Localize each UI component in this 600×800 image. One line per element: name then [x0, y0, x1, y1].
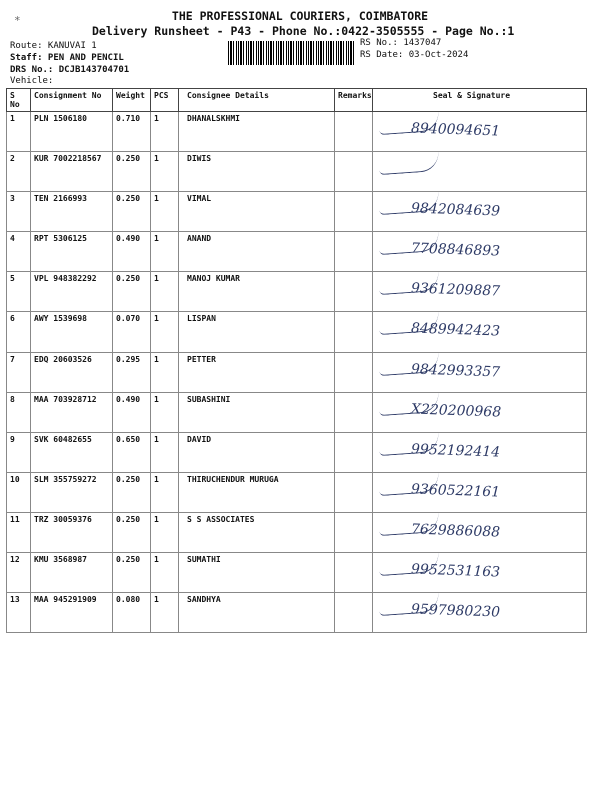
weight-cell: 0.490	[113, 392, 151, 432]
weight-cell: 0.250	[113, 192, 151, 232]
vehicle-label: Vehicle:	[10, 76, 54, 86]
consignee-cell: VIMAL	[179, 192, 335, 232]
consignee-cell: MANOJ KUMAR	[179, 272, 335, 312]
handwritten-phone-number: X220200968	[410, 401, 502, 421]
handwritten-phone-number: 9952531163	[410, 561, 501, 581]
weight-cell: 0.250	[113, 472, 151, 512]
handwritten-signature	[378, 152, 439, 175]
pieces-cell: 1	[151, 192, 179, 232]
serial-number-cell: 13	[7, 593, 31, 633]
table-header-row	[7, 89, 587, 112]
weight-cell: 0.490	[113, 232, 151, 272]
consignee-cell: DHANALSKHMI	[179, 112, 335, 152]
pieces-cell: 1	[151, 272, 179, 312]
consignment-number-cell: TRZ 30059376	[31, 512, 113, 552]
table-row	[7, 232, 587, 272]
rs-number: RS No.: 1437047	[360, 38, 442, 48]
sheet-title: Delivery Runsheet - P43 - Phone No.:0422-3505555 - Page No.:1	[92, 24, 515, 38]
remarks-cell	[335, 112, 373, 152]
weight-cell: 0.250	[113, 272, 151, 312]
signature-cell	[373, 152, 587, 192]
weight-cell: 0.250	[113, 152, 151, 192]
remarks-cell	[335, 472, 373, 512]
remarks-cell	[335, 392, 373, 432]
pieces-cell: 1	[151, 112, 179, 152]
consignee-cell: DIWIS	[179, 152, 335, 192]
handwritten-phone-number: 9360522161	[410, 481, 501, 501]
handwritten-phone-number: 9597980230	[410, 601, 501, 621]
serial-number-cell: 5	[7, 272, 31, 312]
serial-number-cell: 3	[7, 192, 31, 232]
consignee-cell: THIRUCHENDUR MURUGA	[179, 472, 335, 512]
remarks-cell	[335, 593, 373, 633]
pieces-cell: 1	[151, 352, 179, 392]
route-label: Route: KANUVAI 1	[10, 41, 97, 51]
consignee-cell: SANDHYA	[179, 593, 335, 633]
handwritten-phone-number: 9842993357	[410, 361, 501, 381]
remarks-cell	[335, 512, 373, 552]
table-row	[7, 432, 587, 472]
signature-cell	[373, 472, 587, 512]
column-header: Weight	[113, 89, 151, 112]
pieces-cell: 1	[151, 312, 179, 352]
drs-number: DRS No.: DCJB143704701	[10, 65, 130, 75]
serial-number-cell: 4	[7, 232, 31, 272]
table-row	[7, 472, 587, 512]
table-row	[7, 272, 587, 312]
table-row	[7, 553, 587, 593]
remarks-cell	[335, 352, 373, 392]
pieces-cell: 1	[151, 392, 179, 432]
consignee-cell: S S ASSOCIATES	[179, 512, 335, 552]
signature-cell	[373, 352, 587, 392]
column-header: S No	[7, 89, 31, 112]
weight-cell: 0.250	[113, 553, 151, 593]
pieces-cell: 1	[151, 593, 179, 633]
weight-cell: 0.710	[113, 112, 151, 152]
barcode	[228, 41, 354, 65]
table-row	[7, 593, 587, 633]
handwritten-phone-number: 9361209887	[410, 280, 501, 300]
consignment-number-cell: PLN 1506180	[31, 112, 113, 152]
serial-number-cell: 1	[7, 112, 31, 152]
signature-cell	[373, 392, 587, 432]
signature-cell	[373, 553, 587, 593]
remarks-cell	[335, 312, 373, 352]
remarks-cell	[335, 432, 373, 472]
runsheet-table	[6, 88, 587, 633]
handwritten-phone-number: 8940094651	[410, 120, 501, 140]
column-header: Seal & Signature	[373, 89, 587, 112]
signature-cell	[373, 192, 587, 232]
pieces-cell: 1	[151, 512, 179, 552]
consignee-cell: LISPAN	[179, 312, 335, 352]
serial-number-cell: 11	[7, 512, 31, 552]
table-row	[7, 152, 587, 192]
remarks-cell	[335, 152, 373, 192]
serial-number-cell: 2	[7, 152, 31, 192]
column-header: Remarks	[335, 89, 373, 112]
consignment-number-cell: VPL 948382292	[31, 272, 113, 312]
table-row	[7, 192, 587, 232]
serial-number-cell: 12	[7, 553, 31, 593]
handwritten-phone-number: 9952192414	[410, 441, 501, 461]
signature-cell	[373, 112, 587, 152]
consignment-number-cell: MAA 945291909	[31, 593, 113, 633]
serial-number-cell: 6	[7, 312, 31, 352]
consignee-cell: SUBASHINI	[179, 392, 335, 432]
signature-cell	[373, 593, 587, 633]
serial-number-cell: 7	[7, 352, 31, 392]
table-row	[7, 112, 587, 152]
signature-cell	[373, 512, 587, 552]
table-row	[7, 312, 587, 352]
remarks-cell	[335, 553, 373, 593]
consignment-number-cell: RPT 5306125	[31, 232, 113, 272]
remarks-cell	[335, 192, 373, 232]
weight-cell: 0.650	[113, 432, 151, 472]
weight-cell: 0.070	[113, 312, 151, 352]
serial-number-cell: 9	[7, 432, 31, 472]
consignee-cell: ANAND	[179, 232, 335, 272]
signature-cell	[373, 312, 587, 352]
signature-cell	[373, 232, 587, 272]
consignment-number-cell: SVK 60482655	[31, 432, 113, 472]
serial-number-cell: 10	[7, 472, 31, 512]
consignment-number-cell: AWY 1539698	[31, 312, 113, 352]
serial-number-cell: 8	[7, 392, 31, 432]
table-row	[7, 352, 587, 392]
column-header: Consignee Details	[179, 89, 335, 112]
pieces-cell: 1	[151, 232, 179, 272]
column-header: Consignment No	[31, 89, 113, 112]
remarks-cell	[335, 272, 373, 312]
column-header: PCS	[151, 89, 179, 112]
table-row	[7, 392, 587, 432]
weight-cell: 0.250	[113, 512, 151, 552]
consignment-number-cell: SLM 355759272	[31, 472, 113, 512]
rs-date: RS Date: 03-Oct-2024	[360, 50, 469, 60]
pieces-cell: 1	[151, 472, 179, 512]
weight-cell: 0.080	[113, 593, 151, 633]
handwritten-phone-number: 8489942423	[410, 320, 501, 341]
pieces-cell: 1	[151, 432, 179, 472]
company-title: THE PROFESSIONAL COURIERS, COIMBATORE	[171, 9, 429, 23]
pieces-cell: 1	[151, 553, 179, 593]
handwritten-phone-number: 9842084639	[410, 200, 501, 220]
remarks-cell	[335, 232, 373, 272]
handwritten-phone-number: 7629886088	[410, 521, 501, 541]
consignee-cell: SUMATHI	[179, 553, 335, 593]
signature-cell	[373, 432, 587, 472]
consignment-number-cell: KMU 3568987	[31, 553, 113, 593]
weight-cell: 0.295	[113, 352, 151, 392]
consignee-cell: DAVID	[179, 432, 335, 472]
table-row	[7, 512, 587, 552]
pieces-cell: 1	[151, 152, 179, 192]
corner-mark: *	[14, 14, 21, 27]
signature-cell	[373, 272, 587, 312]
consignee-cell: PETTER	[179, 352, 335, 392]
consignment-number-cell: EDQ 20603526	[31, 352, 113, 392]
consignment-number-cell: MAA 703928712	[31, 392, 113, 432]
staff-label: Staff: PEN AND PENCIL	[10, 53, 124, 63]
handwritten-phone-number: 7708846893	[410, 240, 501, 260]
consignment-number-cell: TEN 2166993	[31, 192, 113, 232]
consignment-number-cell: KUR 7002218567	[31, 152, 113, 192]
